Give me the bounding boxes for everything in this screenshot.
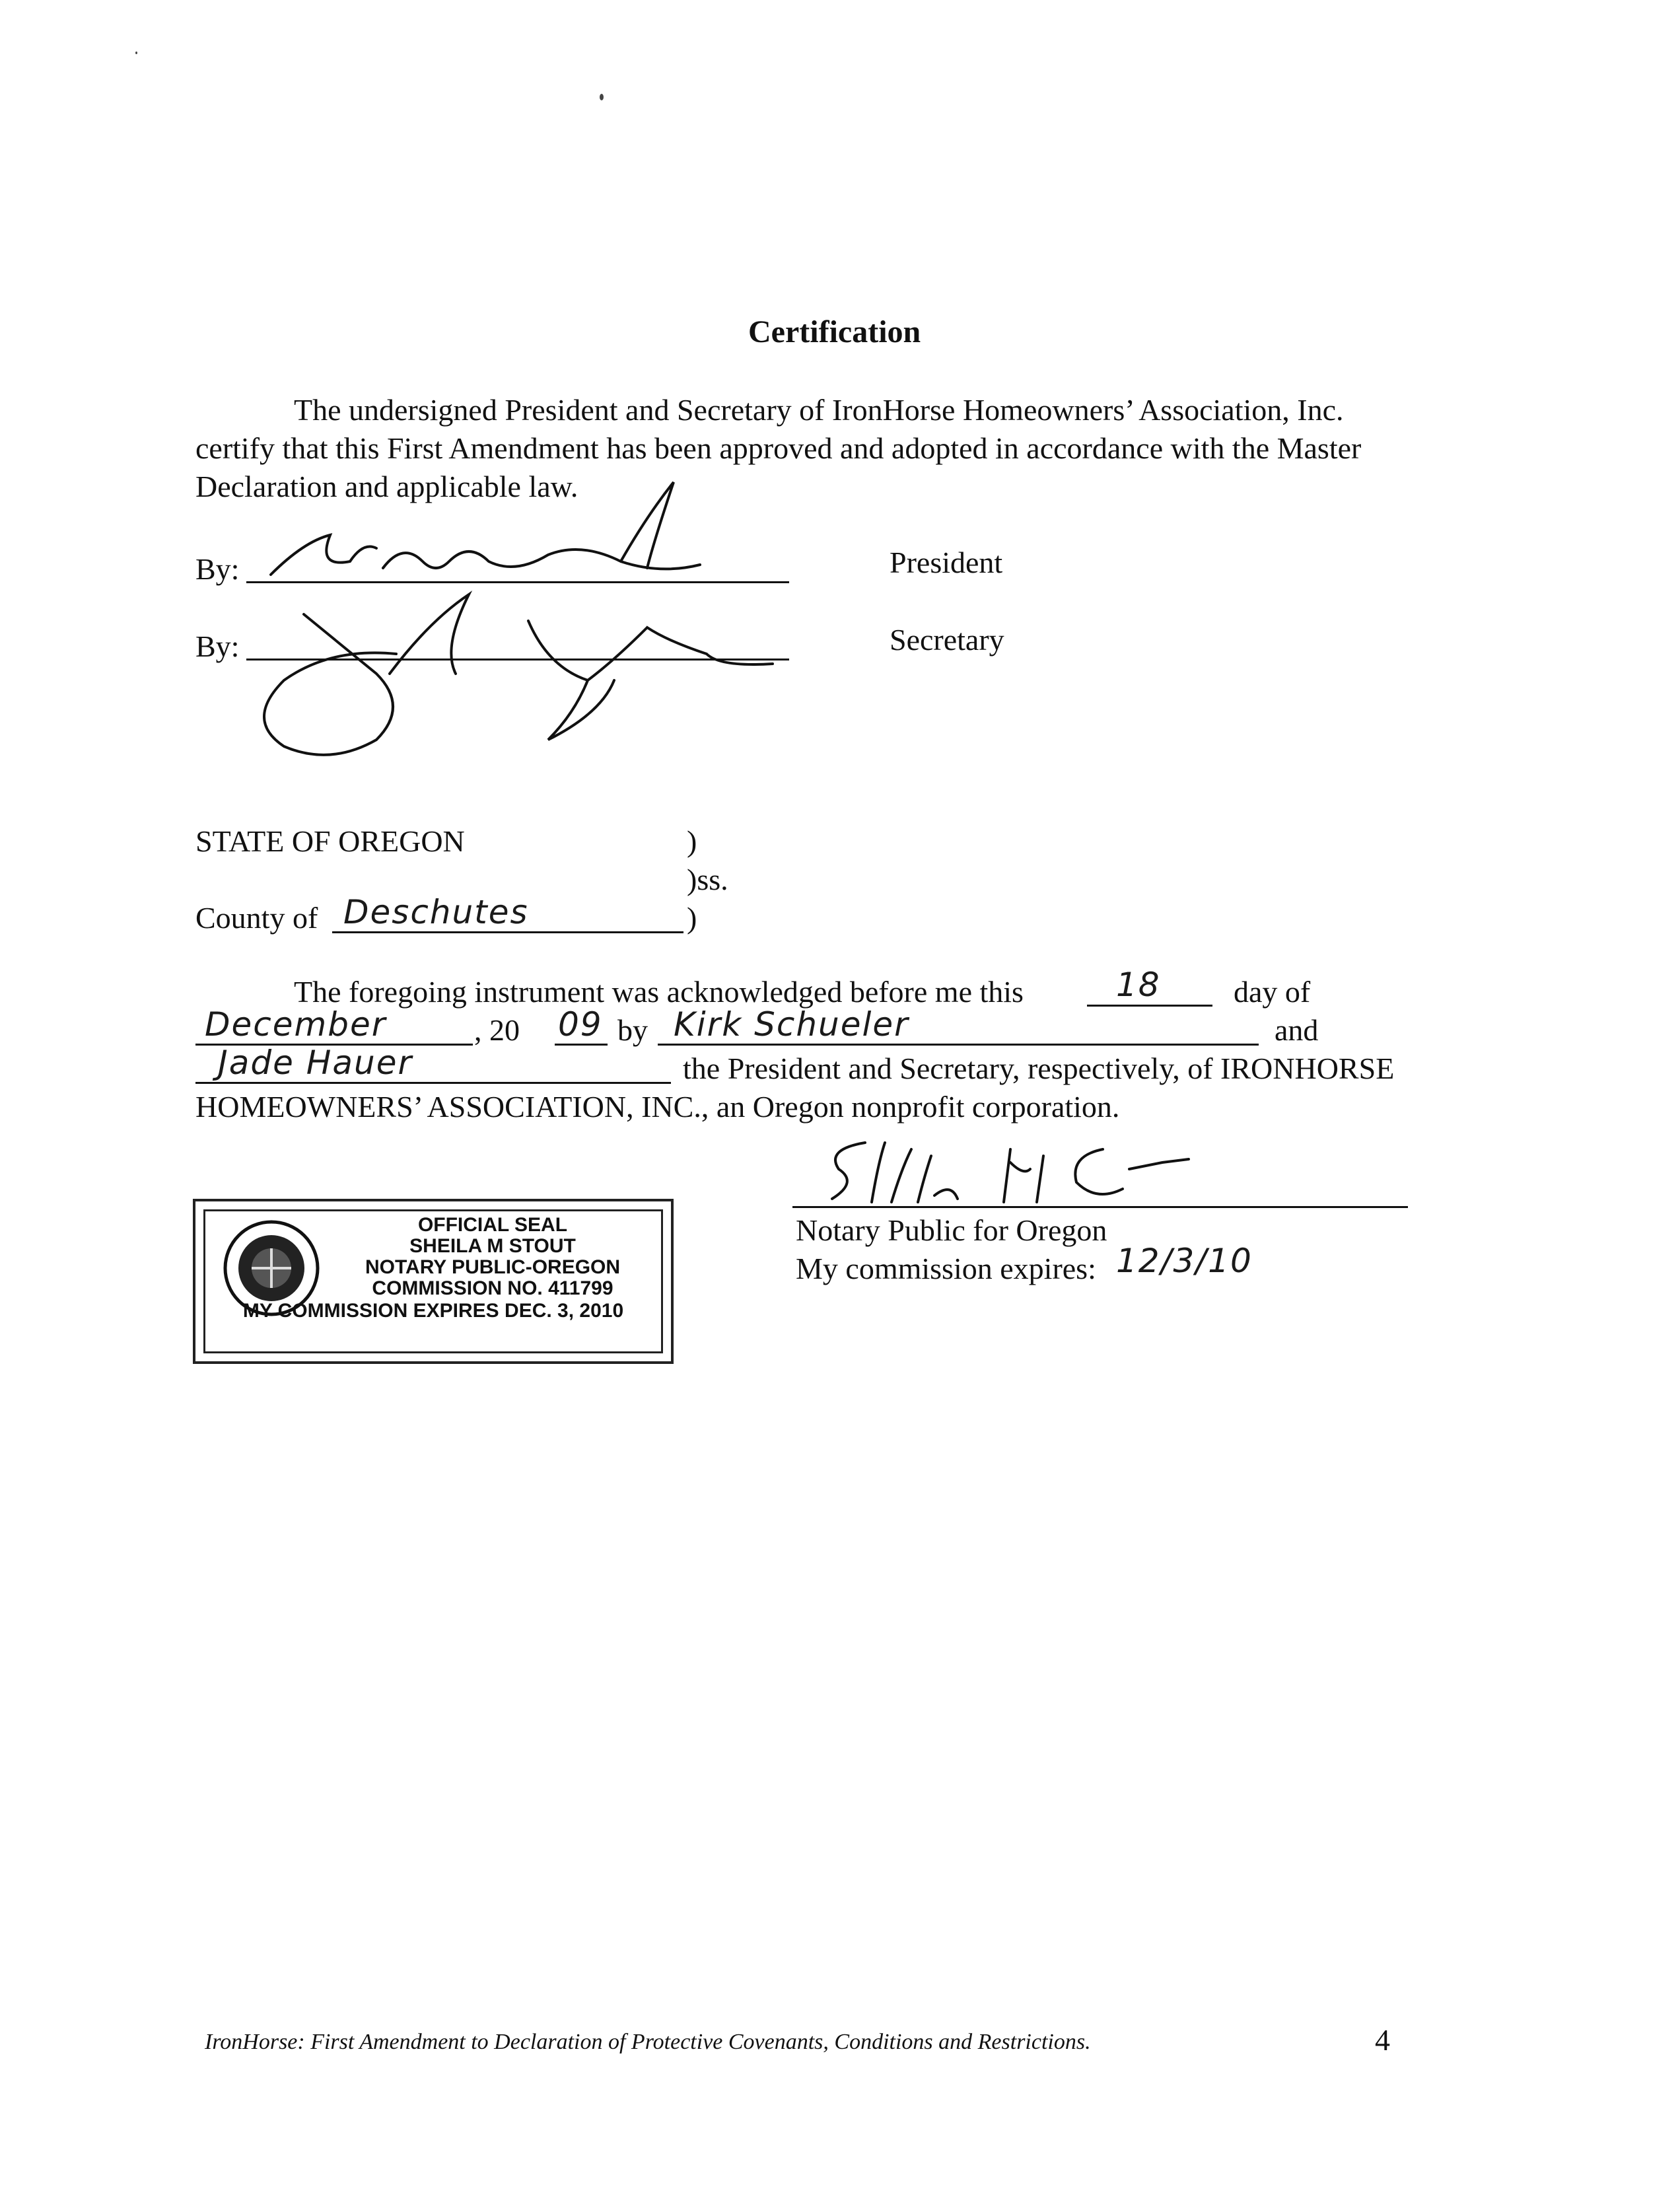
venue-ss: )ss. — [687, 863, 728, 896]
page-number: 4 — [1375, 2023, 1390, 2057]
name1-value: Kirk Schueler — [674, 1005, 909, 1044]
secretary-signature — [244, 581, 806, 760]
venue-paren-top: ) — [687, 824, 697, 858]
month-value: December — [205, 1005, 387, 1044]
year-value: 09 — [558, 1005, 603, 1044]
ack-line-3: the President and Secretary, respectively, of IRONHORSE — [683, 1052, 1395, 1085]
scan-speck — [135, 52, 137, 54]
seal-line-5: MY COMMISSION EXPIRES DEC. 3, 2010 — [242, 1300, 624, 1322]
name2-value: Jade Hauer — [218, 1044, 413, 1082]
signature-role-secretary: Secretary — [890, 623, 1004, 657]
name2-line — [195, 1082, 671, 1084]
signature-role-president: President — [890, 546, 1003, 579]
ack-and-label: and — [1275, 1013, 1319, 1047]
county-value: Deschutes — [343, 893, 529, 931]
ack-by-label: by — [617, 1013, 648, 1047]
document-title: Certification — [748, 314, 921, 349]
year-line — [555, 1044, 608, 1046]
ack-day-of: day of — [1234, 975, 1311, 1009]
ack-line-4: HOMEOWNERS’ ASSOCIATION, INC., an Oregon nonprofit corporation. — [195, 1090, 1120, 1124]
signature-by-label: By: — [195, 629, 240, 663]
seal-line-4: COMMISSION NO. 411799 — [372, 1277, 613, 1299]
intro-line-3: Declaration and applicable law. — [195, 470, 578, 503]
day-line — [1087, 1005, 1212, 1007]
notary-signature — [792, 1123, 1215, 1209]
intro-line-1: The undersigned President and Secretary of IronHorse Homeowners’ Association, Inc. — [294, 393, 1344, 427]
venue-paren-bottom: ) — [687, 901, 697, 935]
venue-county-label: County of — [195, 901, 318, 935]
ack-line-1: The foregoing instrument was acknowledged before me this — [294, 975, 1024, 1009]
official-seal-stamp — [193, 1199, 674, 1364]
intro-line-2: certify that this First Amendment has been approved and adopted in accordance with the Master — [195, 431, 1362, 465]
county-line — [332, 931, 683, 933]
footer-text: IronHorse: First Amendment to Declaration of Protective Covenants, Conditions and Restrictions. — [205, 2030, 1091, 2054]
commission-value: 12/3/10 — [1116, 1242, 1253, 1280]
venue-state: STATE OF OREGON — [195, 824, 465, 858]
day-value: 18 — [1116, 966, 1161, 1004]
ack-year-prefix: , 20 — [474, 1013, 520, 1047]
signature-by-label: By: — [195, 552, 240, 586]
commission-label: My commission expires: — [796, 1252, 1096, 1285]
scan-speck — [600, 94, 604, 100]
name1-line — [658, 1044, 1259, 1046]
president-signature — [251, 462, 779, 601]
seal-line-2: SHEILA M STOUT — [409, 1235, 576, 1257]
notary-title: Notary Public for Oregon — [796, 1213, 1107, 1247]
seal-line-1: OFFICIAL SEAL — [417, 1214, 568, 1236]
seal-line-3: NOTARY PUBLIC-OREGON — [365, 1256, 621, 1278]
notary-signature-line — [792, 1206, 1408, 1208]
